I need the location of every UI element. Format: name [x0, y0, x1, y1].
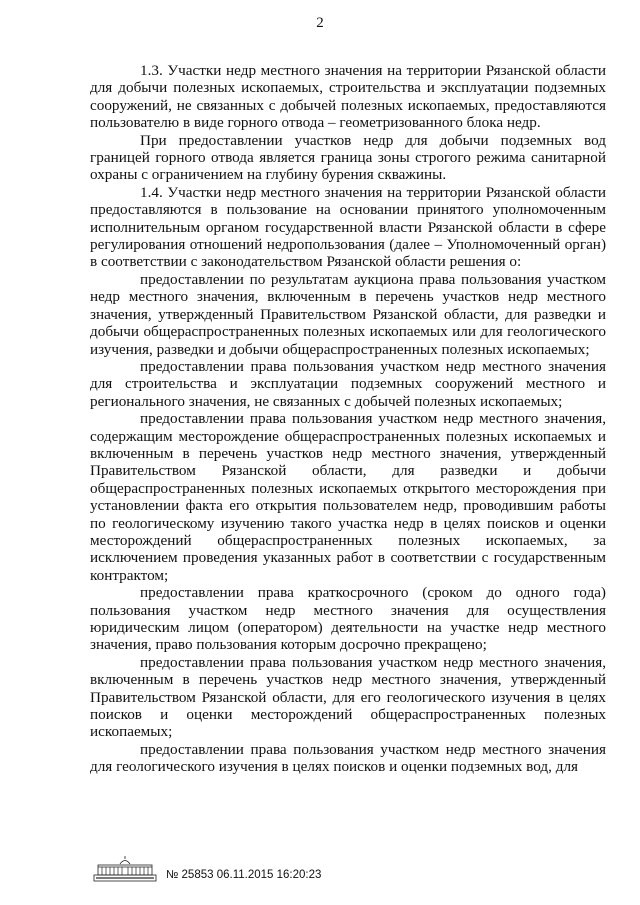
document-body [90, 62, 606, 776]
paragraph-short-term: предоставлении права краткосрочного (сроком до одного года) пользования участком недр местного значения для осуществления юридическим лицом (оператором) деятельности на участке недр местного значения, право пользования которым досрочно прекращено; [90, 584, 606, 654]
paragraph-1-4: 1.4. Участки недр местного значения на территории Рязанской области предоставляются в пользование на основании принятого уполномоченным исполнительным органом государственной власти Рязанской области в сфере регулирования отношений недропользования (далее – Уполномоченный орган) в соответствии с законодательством Рязанской области решения о: [90, 183, 606, 271]
paragraph-1-3: 1.3. Участки недр местного значения на территории Рязанской области для добычи полезных ископаемых, строительства и эксплуатации подземных сооружений, не связанных с добычей полезных ископаемых, предоставляются пользователю в виде горного отвода – геометризованного блока недр. [90, 62, 606, 132]
registration-stamp: № 25853 06.11.2015 16:20:23 [166, 869, 322, 881]
building-emblem-icon [92, 855, 158, 885]
paragraph-deposit: предоставлении права пользования участком недр местного значения, содержащим месторождение общераспространенных полезных ископаемых и включенным в перечень участков недр местного значения, утвержденный Правительством Рязанской области, для разведки и добычи общераспространенных полезных ископаемых открытого месторождения при установлении факта его открытия пользователем недр, проводившим работы по геологическому изучению такого участка недр в целях поисков и оценки месторождений общераспространенных полезных ископаемых, за исключением проведения указанных работ в соответствии с государственным контрактом; [90, 410, 606, 584]
paragraph-auction: предоставлении по результатам аукциона права пользования участком недр местного значения, включенным в перечень участков недр местного значения, утвержденный Правительством Рязанской области, для разведки и добычи общераспространенных полезных ископаемых или для геологического изучения, разведки и добычи общераспространенных полезных ископаемых; [90, 270, 606, 358]
paragraph-groundwater: При предоставлении участков недр для добычи подземных вод границей горного отвода является граница зоны строгого режима санитарной охраны с ограничением на глубину бурения скважины. [90, 131, 606, 184]
page-number: 2 [316, 15, 324, 31]
paragraph-construction: предоставлении права пользования участком недр местного значения для строительства и эксплуатации подземных сооружений местного и регионального значения, не связанных с добычей полезных ископаемых; [90, 357, 606, 410]
paragraph-groundwater-study: предоставлении права пользования участком недр местного значения для геологического изучения в целях поисков и оценки подземных вод, для [90, 740, 606, 776]
registration-footer [92, 855, 352, 889]
paragraph-geological-study: предоставлении права пользования участком недр местного значения, включенным в перечень участков недр местного значения, утвержденный Правительством Рязанской области, для его геологического изучения в целях поисков и оценки месторождений общераспространенных полезных ископаемых; [90, 653, 606, 741]
